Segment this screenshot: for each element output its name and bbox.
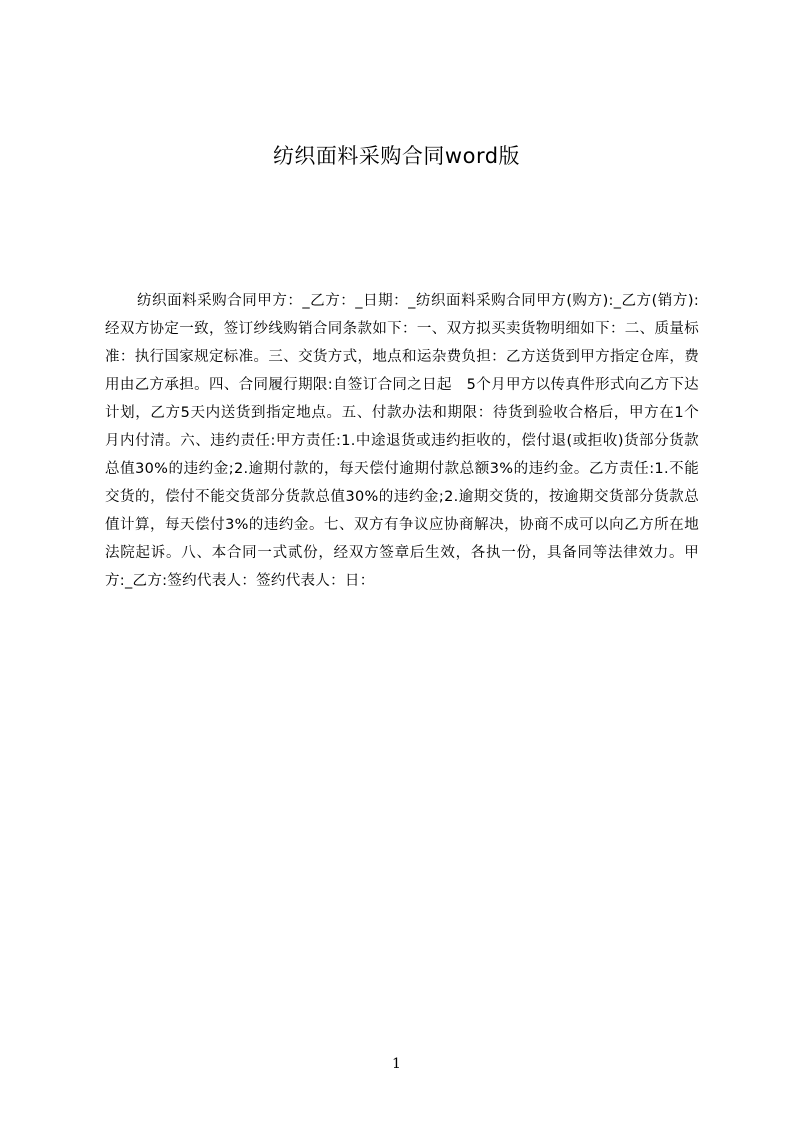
page-number: 1: [392, 1056, 401, 1072]
document-title: 纺织面料采购合同word版: [272, 144, 521, 168]
contract-body-text: 纺织面料采购合同甲方：_乙方：_日期：_纺织面料采购合同甲方(购方):_乙方(销方):经双方协定一致，签订纱线购销合同条款如下：一、双方拟买卖货物明细如下：二、质量标准：执行国家规定标准。三、交货方式，地点和运杂费负担：乙方送货到甲方指定仓库，费用由乙方承担。四、合同履行期限:自签订合同之日起 5个月甲方以传真件形式向乙方下达计划，乙方5天内送货到指定地点。五、付款办法和期限：待货到验收合格后，甲方在1个月内付清。六、违约责任:甲方责任:1.中途退货或违约拒收的，偿付退(或拒收)货部分货款总值30%的违约金;2.逾期付款的，每天偿付逾期付款总额3%的违约金。乙方责任:1.不能交货的，偿付不能交货部分货款总值30%的违约金;2.逾期交货的，按逾期交货部分货款总值计算，每天偿付3%的违约金。七、双方有争议应协商解决，协商不成可以向乙方所在地法院起诉。八、本合同一式贰份，经双方签章后生效，各执一份，具备同等法律效力。甲方:_乙方:签约代表人：签约代表人：日：: [105, 293, 699, 589]
